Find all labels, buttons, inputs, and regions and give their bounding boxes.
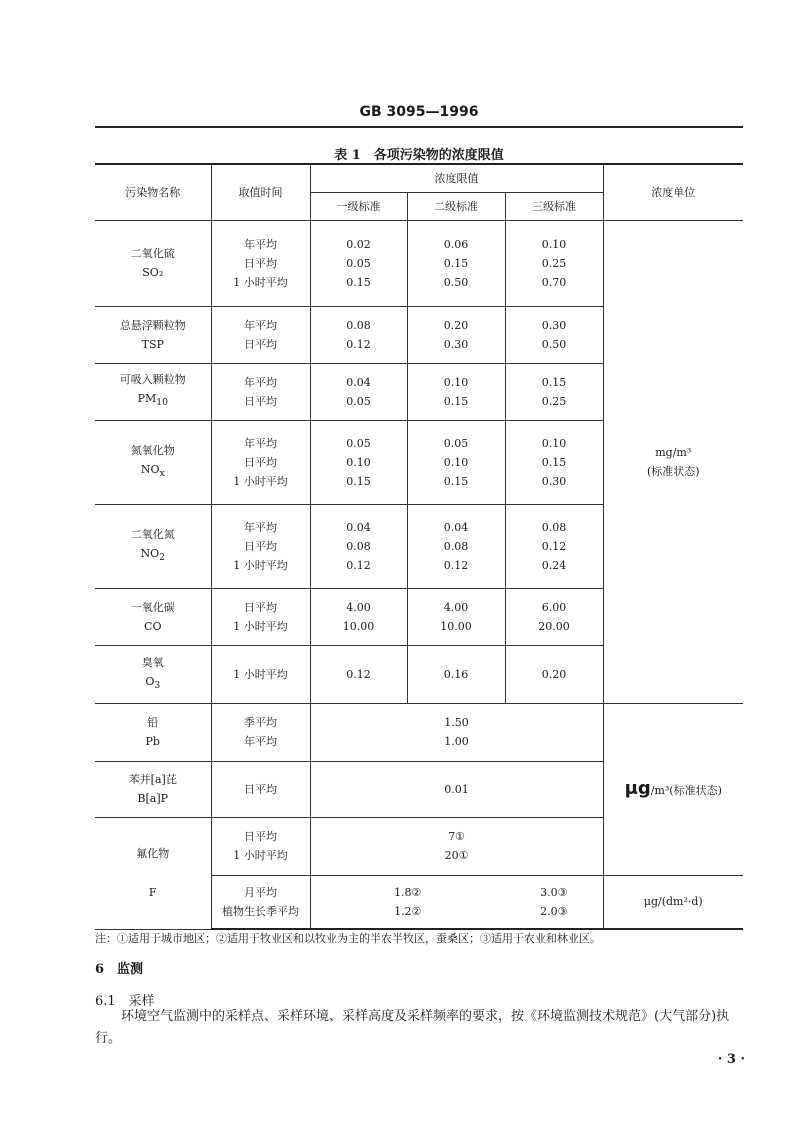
pollutant-no2: 二氧化氮 $NO_2$ [95, 504, 211, 588]
fluoride-values-a: 7① 20① [310, 817, 603, 875]
co-grade2: 4.00 10.00 [407, 588, 505, 645]
table-row [95, 220, 743, 306]
o3-grade1: 0.12 [310, 645, 407, 703]
nox-grade2: 0.05 0.10 0.15 [407, 420, 505, 504]
document-code-header: GB 3095—1996 [359, 104, 479, 120]
so2-grade3: 0.10 0.25 0.70 [505, 220, 603, 306]
times-o3: 1 小时平均 [211, 645, 310, 703]
unit-mg-cell: mg/m³ (标准状态) [603, 220, 743, 703]
page-number: · 3 · [717, 1052, 745, 1067]
times-no2: 年平均 日平均 1 小时平均 [211, 504, 310, 588]
pollutant-nox: 氮氧化物 $NO_x$ [95, 420, 211, 504]
pm10-grade1: 0.04 0.05 [310, 363, 407, 420]
so2-grade1: 0.02 0.05 0.15 [310, 220, 407, 306]
nox-grade1: 0.05 0.10 0.15 [310, 420, 407, 504]
times-pm10: 年平均 日平均 [211, 363, 310, 420]
tsp-grade1: 0.08 0.12 [310, 306, 407, 363]
times-pb: 季平均 年平均 [211, 703, 310, 761]
pollutant-so2: 二氧化硫 SO₂ [95, 220, 211, 306]
header-grade2: 二级标准 [407, 192, 505, 220]
pollutant-tsp: 总悬浮颗粒物 TSP [95, 306, 211, 363]
times-fluoride-b: 月平均 植物生长季平均 [211, 875, 310, 929]
times-nox: 年平均 日平均 1 小时平均 [211, 420, 310, 504]
times-fluoride-a: 日平均 1 小时平均 [211, 817, 310, 875]
tsp-grade2: 0.20 0.30 [407, 306, 505, 363]
co-grade3: 6.00 20.00 [505, 588, 603, 645]
pollutant-pb: 铅 Pb [95, 703, 211, 761]
times-so2: 年平均 日平均 1 小时平均 [211, 220, 310, 306]
times-bap: 日平均 [211, 761, 310, 817]
no2-grade3: 0.08 0.12 0.24 [505, 504, 603, 588]
times-co: 日平均 1 小时平均 [211, 588, 310, 645]
o3-grade2: 0.16 [407, 645, 505, 703]
header-time: 取值时间 [211, 164, 310, 220]
nox-grade3: 0.10 0.15 0.30 [505, 420, 603, 504]
pollutant-o3: 臭氧 $O_3$ [95, 645, 211, 703]
pb-values: 1.50 1.00 [310, 703, 603, 761]
co-grade1: 4.00 10.00 [310, 588, 407, 645]
header-limit: 浓度限值 [310, 164, 603, 192]
so2-grade2: 0.06 0.15 0.50 [407, 220, 505, 306]
header-grade3: 三级标准 [505, 192, 603, 220]
no2-grade1: 0.04 0.08 0.12 [310, 504, 407, 588]
section-6-1-body: 环境空气监测中的采样点、采样环境、采样高度及采样频率的要求，按《环境监测技术规范》(大气部分)执行。 [95, 1009, 730, 1046]
o3-grade3: 0.20 [505, 645, 603, 703]
pm10-grade3: 0.15 0.25 [505, 363, 603, 420]
header-rule [95, 126, 743, 128]
concentration-limits-table [95, 163, 743, 930]
header-grade1: 一级标准 [310, 192, 407, 220]
header-unit: 浓度单位 [603, 164, 743, 220]
pollutant-fluoride: 氟化物 F [95, 817, 211, 929]
bap-value: 0.01 [310, 761, 603, 817]
table-row [95, 703, 743, 761]
pollutant-co: 一氧化碳 CO [95, 588, 211, 645]
table-footnote: 注：①适用于城市地区；②适用于牧业区和以牧业为主的半农半牧区，蚕桑区；③适用于农业和林业区。 [95, 932, 601, 945]
unit-ug-cell: μg/m³(标准状态) [603, 703, 743, 875]
pm10-grade2: 0.10 0.15 [407, 363, 505, 420]
fluoride-grade12-b: 1.8② 1.2② [310, 875, 505, 929]
section-6-heading: 6 监测 [95, 962, 144, 977]
times-tsp: 年平均 日平均 [211, 306, 310, 363]
header-pollutant: 污染物名称 [95, 164, 211, 220]
unit-fluoride-b: μg/(dm²·d) [603, 875, 743, 929]
pollutant-bap: 苯并[a]芘 B[a]P [95, 761, 211, 817]
pollutant-pm10: 可吸入颗粒物 $PM_{10}$ [95, 363, 211, 420]
no2-grade2: 0.04 0.08 0.12 [407, 504, 505, 588]
fluoride-grade3-b: 3.0③ 2.0③ [505, 875, 603, 929]
section-6-1-heading: 6.1 采样 [95, 994, 155, 1009]
table-title: 表 1 各项污染物的浓度限值 [334, 148, 504, 163]
tsp-grade3: 0.30 0.50 [505, 306, 603, 363]
